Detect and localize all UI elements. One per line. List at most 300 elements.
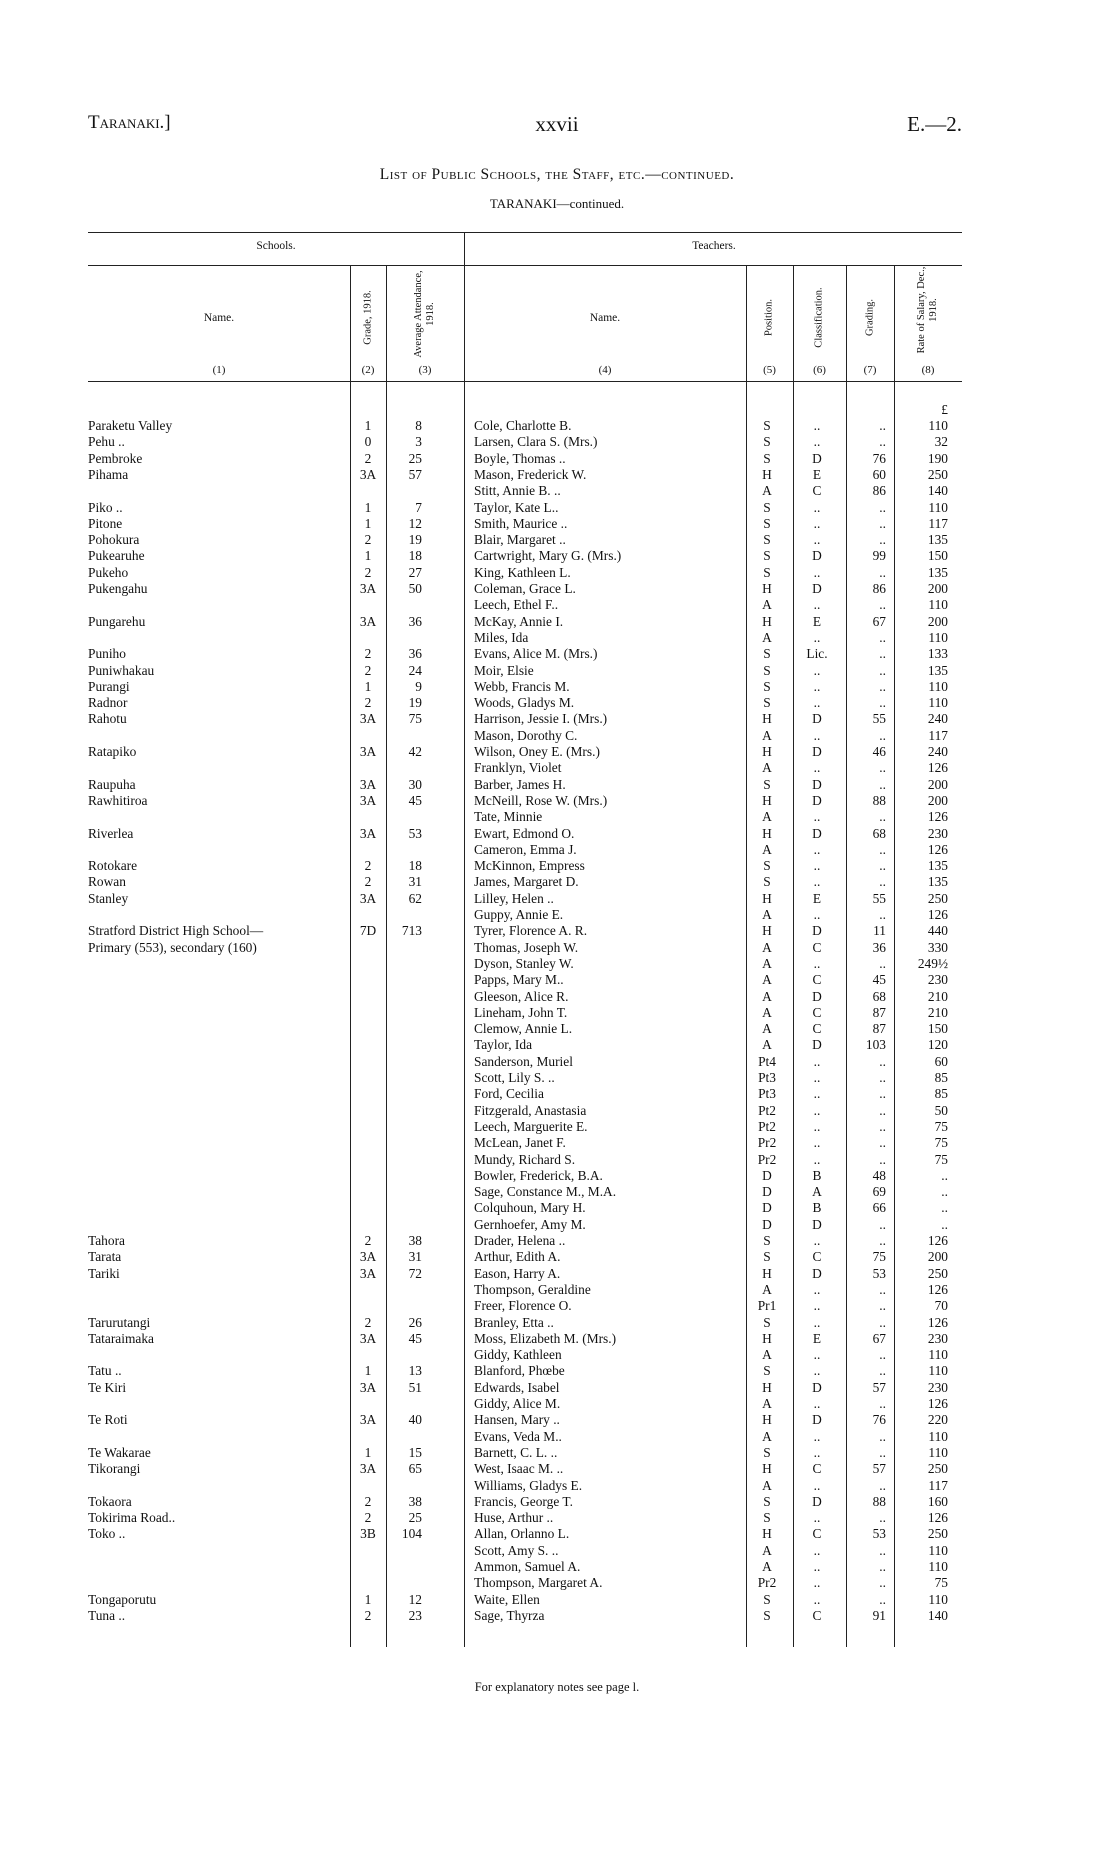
school-grade: 3A: [359, 1379, 377, 1395]
teacher-grading: 45: [872, 972, 886, 988]
school-name: Rawhitiroa: [88, 792, 148, 808]
school-attendance: 25: [408, 450, 422, 466]
teacher-position: A: [762, 972, 772, 988]
table-row: [88, 858, 962, 874]
teacher-grading: ..: [879, 858, 886, 874]
teacher-position: D: [762, 1167, 772, 1183]
teacher-name: Clemow, Annie L.: [474, 1021, 573, 1037]
teacher-position: A: [762, 809, 772, 825]
teacher-name: Scott, Lily S. ..: [474, 1070, 555, 1085]
teacher-name: Arthur, Edith A.: [474, 1249, 561, 1265]
table-row: [88, 744, 962, 760]
school-attendance: 8: [415, 418, 422, 433]
teacher-position: S: [763, 1510, 771, 1526]
col-number: (2): [361, 364, 375, 376]
table-row: [88, 1103, 962, 1119]
table-row: [88, 1282, 962, 1298]
school-name: Tariki: [88, 1265, 120, 1281]
teacher-position: A: [762, 1542, 772, 1558]
table-row: [88, 630, 962, 646]
teacher-name: Sanderson, Muriel: [474, 1053, 573, 1069]
teacher-position: S: [763, 564, 771, 580]
table-row: [88, 1412, 962, 1428]
teacher-salary: 200: [927, 792, 948, 808]
teacher-position: D: [762, 1216, 772, 1232]
teacher-position: S: [763, 1314, 771, 1330]
teacher-classification: D: [812, 792, 822, 808]
teacher-salary: 32: [934, 434, 948, 450]
teacher-classification: A: [812, 1184, 822, 1200]
teacher-salary: 110: [928, 1591, 948, 1607]
teacher-position: S: [763, 646, 771, 662]
teacher-salary: 250: [927, 1526, 948, 1542]
teacher-name: Giddy, Alice M.: [474, 1396, 561, 1411]
teacher-position: H: [762, 1265, 772, 1281]
school-grade: 2: [364, 858, 372, 874]
teacher-grading: ..: [879, 678, 886, 694]
school-grade: 1: [364, 548, 372, 564]
teacher-position: A: [762, 939, 772, 955]
teacher-classification: ..: [813, 907, 821, 922]
teacher-name: Hansen, Mary ..: [474, 1412, 560, 1428]
teacher-name: Huse, Arthur ..: [474, 1510, 554, 1526]
table-row: [88, 614, 962, 630]
teacher-classification: D: [812, 450, 822, 466]
teacher-grading: 66: [872, 1200, 886, 1216]
table-row: [88, 809, 962, 825]
teacher-position: S: [763, 1249, 771, 1265]
school-grade: 3A: [359, 744, 377, 759]
teacher-name: Edwards, Isabel: [474, 1379, 560, 1395]
teacher-name: Boyle, Thomas ..: [474, 450, 566, 466]
teacher-grading: 36: [872, 939, 886, 955]
teacher-name: Giddy, Kathleen: [474, 1347, 562, 1363]
teacher-name: Colquhoun, Mary H.: [474, 1200, 586, 1216]
table-row: [88, 565, 962, 581]
teacher-position: S: [763, 776, 771, 792]
teacher-name: Wilson, Oney E. (Mrs.): [474, 744, 600, 759]
teacher-position: H: [762, 1412, 772, 1428]
teacher-name: Moir, Elsie: [474, 662, 534, 678]
school-name: Te Roti: [88, 1412, 128, 1428]
school-grade: 1: [364, 1363, 372, 1379]
table-row: [88, 1608, 962, 1624]
school-grade: 1: [364, 1444, 372, 1460]
teacher-position: S: [763, 532, 771, 548]
table-row: [88, 826, 962, 842]
school-grade: 3A: [359, 1265, 377, 1281]
teacher-grading: ..: [879, 955, 886, 971]
teacher-classification: D: [812, 1379, 822, 1395]
teacher-name: Ammon, Samuel A.: [474, 1559, 581, 1574]
teacher-salary: 117: [928, 1477, 948, 1493]
teacher-name: Evans, Veda M..: [474, 1428, 562, 1444]
teacher-name: Branley, Etta ..: [474, 1314, 554, 1330]
table-row: [88, 1152, 962, 1168]
teacher-salary: 126: [927, 1233, 948, 1248]
teacher-salary: 126: [927, 841, 948, 857]
teacher-position: S: [763, 515, 771, 531]
teacher-position: A: [762, 1037, 772, 1053]
table-row: [88, 1396, 962, 1412]
teacher-salary: 250: [927, 1461, 948, 1477]
table-row: [88, 1380, 962, 1396]
table-row: [88, 1217, 962, 1233]
teacher-name: Fitzgerald, Anastasia: [474, 1102, 587, 1118]
teacher-grading: 11: [873, 923, 886, 939]
teacher-name: Coleman, Grace L.: [474, 581, 576, 596]
teacher-salary: 190: [927, 450, 948, 466]
teacher-grading: 67: [872, 613, 886, 629]
teacher-position: S: [763, 1233, 771, 1248]
teacher-name: Bowler, Frederick, B.A.: [474, 1167, 603, 1183]
teacher-grading: 55: [872, 711, 886, 727]
school-grade: 3A: [359, 581, 377, 596]
table-row: [88, 956, 962, 972]
teacher-classification: ..: [813, 955, 821, 971]
teacher-grading: 87: [872, 1004, 886, 1020]
teacher-salary: 126: [927, 907, 948, 922]
school-grade: 1: [364, 678, 372, 694]
teacher-grading: 68: [872, 825, 886, 841]
col-number: (1): [212, 364, 226, 376]
school-attendance: 18: [408, 858, 422, 874]
teacher-salary: ..: [941, 1216, 948, 1232]
teacher-grading: ..: [879, 760, 886, 776]
teacher-salary: 126: [927, 1396, 948, 1411]
teacher-name: Mason, Frederick W.: [474, 466, 587, 482]
table-row: [88, 972, 962, 988]
table-row: [88, 989, 962, 1005]
school-attendance: 19: [408, 695, 422, 711]
teacher-position: A: [762, 841, 772, 857]
school-attendance: 45: [408, 1330, 422, 1346]
teacher-position: Pt2: [758, 1118, 776, 1134]
school-attendance: 23: [408, 1607, 422, 1623]
teacher-name: Blair, Margaret ..: [474, 532, 566, 548]
teacher-grading: 103: [865, 1037, 886, 1053]
teacher-position: H: [762, 711, 772, 727]
col-header-grade: Grade, 1918.: [362, 290, 374, 345]
table-row: [88, 1135, 962, 1151]
teacher-position: S: [763, 695, 771, 711]
school-name: Stanley: [88, 890, 129, 906]
teacher-name: Moss, Elizabeth M. (Mrs.): [474, 1330, 617, 1346]
teacher-classification: D: [812, 1216, 822, 1232]
teacher-classification: D: [812, 923, 822, 939]
teacher-salary: 250: [927, 1265, 948, 1281]
school-grade: 2: [364, 532, 372, 548]
school-grade: 2: [364, 1510, 372, 1526]
school-grade: 2: [364, 695, 372, 711]
table-row: [88, 663, 962, 679]
teacher-name: Gleeson, Alice R.: [474, 988, 569, 1004]
teacher-name: Mundy, Richard S.: [474, 1151, 576, 1167]
teacher-grading: 55: [872, 890, 886, 906]
teacher-grading: 86: [872, 581, 886, 596]
teacher-grading: 57: [872, 1461, 886, 1477]
teacher-classification: D: [812, 1037, 822, 1053]
school-grade: 2: [364, 646, 372, 662]
school-attendance: 65: [408, 1461, 422, 1477]
teacher-salary: 135: [927, 874, 948, 890]
group-header-rule: [88, 265, 962, 266]
teacher-grading: 46: [872, 744, 886, 759]
teacher-salary: 200: [927, 1249, 948, 1265]
table-row: [88, 500, 962, 516]
teacher-classification: C: [812, 1021, 822, 1037]
teacher-grading: 88: [872, 1493, 886, 1509]
school-grade: 3A: [359, 466, 377, 482]
school-attendance: 36: [408, 613, 422, 629]
teacher-grading: 57: [872, 1379, 886, 1395]
schools-staff-table: [88, 232, 962, 1647]
school-name: Tikorangi: [88, 1461, 141, 1477]
teacher-classification: ..: [813, 418, 821, 433]
teacher-salary: 117: [928, 515, 948, 531]
school-name: Pehu ..: [88, 434, 125, 450]
teacher-name: Gernhoefer, Amy M.: [474, 1216, 586, 1232]
table-row: [88, 1543, 962, 1559]
column-header-rule: [88, 381, 962, 382]
col-number: (6): [813, 364, 826, 376]
teacher-classification: ..: [813, 1135, 821, 1151]
teacher-grading: ..: [879, 1070, 886, 1085]
col-number: (3): [418, 364, 432, 376]
teacher-name: Thompson, Margaret A.: [474, 1575, 603, 1591]
school-name: Pembroke: [88, 450, 143, 466]
table-row: [88, 1184, 962, 1200]
school-attendance: 12: [408, 1591, 422, 1607]
teacher-name: Cartwright, Mary G. (Mrs.): [474, 548, 622, 564]
teacher-position: A: [762, 988, 772, 1004]
teacher-classification: ..: [813, 532, 821, 548]
school-attendance: 38: [408, 1233, 422, 1248]
teacher-name: Waite, Ellen: [474, 1591, 540, 1607]
table-row: [88, 1315, 962, 1331]
teacher-grading: 86: [872, 483, 886, 499]
teacher-name: Cameron, Emma J.: [474, 841, 577, 857]
teacher-grading: 75: [872, 1249, 886, 1265]
teacher-grading: ..: [879, 418, 886, 433]
teacher-salary: 110: [928, 1363, 948, 1379]
table-row: [88, 1478, 962, 1494]
teacher-classification: ..: [813, 858, 821, 874]
school-attendance: 18: [408, 548, 422, 564]
teacher-classification: C: [812, 1461, 822, 1477]
teacher-grading: ..: [879, 1281, 886, 1297]
school-grade: 1: [364, 418, 372, 433]
teacher-position: H: [762, 890, 772, 906]
teacher-grading: ..: [879, 1102, 886, 1118]
teacher-grading: ..: [879, 1477, 886, 1493]
teacher-salary: 330: [927, 939, 948, 955]
teacher-name: McKay, Annie I.: [474, 613, 564, 629]
teacher-salary: 135: [927, 858, 948, 874]
teacher-salary: 117: [928, 727, 948, 743]
teacher-position: Pr2: [757, 1575, 777, 1591]
teacher-classification: Lic.: [806, 646, 828, 662]
teacher-position: Pt2: [758, 1102, 776, 1118]
teacher-classification: ..: [813, 727, 821, 743]
teacher-classification: ..: [813, 1070, 821, 1085]
table-row: [88, 1461, 962, 1477]
school-grade: 3A: [359, 711, 377, 727]
teacher-name: Taylor, Kate L..: [474, 499, 559, 515]
school-grade: 3A: [359, 1330, 377, 1346]
teacher-position: A: [762, 597, 772, 613]
school-name: Tatu ..: [88, 1363, 122, 1379]
teacher-salary: 230: [927, 825, 948, 841]
table-row: [88, 923, 962, 939]
school-grade: 3A: [359, 1461, 377, 1477]
table-top-rule: [88, 232, 962, 233]
teacher-name: Guppy, Annie E.: [474, 907, 564, 922]
teacher-classification: ..: [813, 515, 821, 531]
teacher-position: Pt4: [758, 1053, 776, 1069]
table-row: [88, 516, 962, 532]
teacher-position: S: [763, 1591, 771, 1607]
school-name: Puniwhakau: [88, 662, 155, 678]
teacher-name: Mason, Dorothy C.: [474, 727, 578, 743]
teacher-position: A: [762, 1004, 772, 1020]
teacher-grading: 48: [872, 1167, 886, 1183]
teacher-name: Webb, Francis M.: [474, 678, 570, 694]
teacher-grading: ..: [879, 1135, 886, 1151]
teacher-position: S: [763, 1493, 771, 1509]
teacher-classification: ..: [813, 1347, 821, 1363]
table-row: [88, 418, 962, 434]
teacher-position: D: [762, 1184, 772, 1200]
teacher-grading: 60: [872, 466, 886, 482]
group-header-teachers: Teachers.: [692, 240, 736, 252]
teacher-name: Blanford, Phœbe: [474, 1363, 565, 1379]
teacher-position: D: [762, 1200, 772, 1216]
teacher-classification: C: [812, 1004, 822, 1020]
table-row: [88, 1429, 962, 1445]
teacher-grading: 69: [872, 1184, 886, 1200]
teacher-name: Cole, Charlotte B.: [474, 418, 572, 433]
teacher-name: Freer, Florence O.: [474, 1298, 572, 1314]
teacher-salary: 75: [934, 1118, 948, 1134]
table-row: [88, 1168, 962, 1184]
school-attendance: 75: [408, 711, 422, 727]
teacher-classification: C: [812, 1526, 822, 1542]
teacher-position: H: [762, 923, 772, 939]
page-header-left: Taranaki.]: [88, 112, 171, 133]
teacher-grading: 53: [872, 1265, 886, 1281]
teacher-classification: D: [812, 744, 822, 759]
teacher-name: Larsen, Clara S. (Mrs.): [474, 434, 598, 450]
teacher-position: S: [763, 1363, 771, 1379]
teacher-position: A: [762, 907, 772, 922]
school-attendance: 12: [408, 515, 422, 531]
teacher-position: S: [763, 1444, 771, 1460]
teacher-classification: D: [812, 988, 822, 1004]
teacher-salary: 150: [927, 1021, 948, 1037]
teacher-classification: ..: [813, 1396, 821, 1411]
school-attendance: 45: [408, 792, 422, 808]
teacher-salary: 60: [934, 1053, 948, 1069]
teacher-classification: D: [812, 825, 822, 841]
teacher-grading: ..: [879, 776, 886, 792]
teacher-name: Sage, Constance M., M.A.: [474, 1184, 617, 1200]
teacher-classification: E: [812, 890, 822, 906]
school-name: Tahora: [88, 1233, 125, 1248]
school-attendance: 51: [408, 1379, 422, 1395]
table-row: [88, 1363, 962, 1379]
teacher-classification: ..: [813, 564, 821, 580]
school-attendance: 7: [415, 499, 422, 515]
teacher-classification: ..: [813, 1542, 821, 1558]
teacher-name: Lineham, John T.: [474, 1004, 568, 1020]
table-row: [88, 1070, 962, 1086]
school-grade: 3A: [359, 776, 377, 792]
school-attendance: 53: [408, 825, 422, 841]
page-subtitle: TARANAKI—continued.: [489, 196, 625, 211]
teacher-classification: ..: [813, 760, 821, 776]
school-grade: 3A: [359, 1249, 377, 1265]
table-row: [88, 451, 962, 467]
table-row: [88, 1119, 962, 1135]
teacher-name: Sage, Thyrza: [474, 1607, 545, 1623]
col-header-salary: Rate of Salary, Dec., 1918.: [916, 266, 939, 354]
table-row: [88, 581, 962, 597]
teacher-classification: ..: [813, 1428, 821, 1444]
teacher-classification: ..: [813, 1086, 821, 1102]
teacher-position: H: [762, 792, 772, 808]
teacher-classification: ..: [813, 678, 821, 694]
school-name: Puniho: [88, 646, 126, 662]
col-number: (7): [863, 364, 877, 376]
school-grade: 2: [364, 874, 372, 890]
teacher-classification: ..: [813, 1559, 821, 1574]
school-attendance: 26: [408, 1314, 422, 1330]
teacher-name: Dyson, Stanley W.: [474, 955, 574, 971]
school-grade: 0: [364, 434, 372, 450]
school-grade: 3B: [360, 1526, 376, 1542]
teacher-salary: 240: [927, 711, 948, 727]
teacher-salary: 85: [934, 1086, 948, 1102]
teacher-grading: ..: [879, 1086, 886, 1102]
teacher-classification: D: [812, 1493, 822, 1509]
teacher-name: Francis, George T.: [474, 1493, 573, 1509]
teacher-name: Leech, Marguerite E.: [474, 1118, 588, 1134]
school-name: Rahotu: [88, 711, 127, 727]
teacher-position: A: [762, 1477, 772, 1493]
teacher-grading: 88: [872, 792, 886, 808]
teacher-salary: ..: [941, 1167, 948, 1183]
teacher-name: McNeill, Rose W. (Mrs.): [474, 792, 608, 808]
table-row: [88, 1347, 962, 1363]
school-attendance: 15: [408, 1444, 422, 1460]
teacher-salary: 140: [927, 1607, 948, 1623]
table-row: [88, 695, 962, 711]
table-row: [88, 1200, 962, 1216]
teacher-name: Smith, Maurice ..: [474, 515, 568, 531]
teacher-grading: ..: [879, 907, 886, 922]
table-row: [88, 1559, 962, 1575]
teacher-name: Stitt, Annie B. ..: [474, 483, 561, 499]
teacher-classification: C: [812, 939, 822, 955]
teacher-position: A: [762, 727, 772, 743]
teacher-position: Pr2: [757, 1135, 777, 1151]
teacher-salary: 110: [928, 1559, 948, 1574]
teacher-salary: 150: [927, 548, 948, 564]
teacher-salary: 135: [927, 662, 948, 678]
school-name: Piko ..: [88, 499, 123, 515]
teacher-grading: ..: [879, 1347, 886, 1363]
